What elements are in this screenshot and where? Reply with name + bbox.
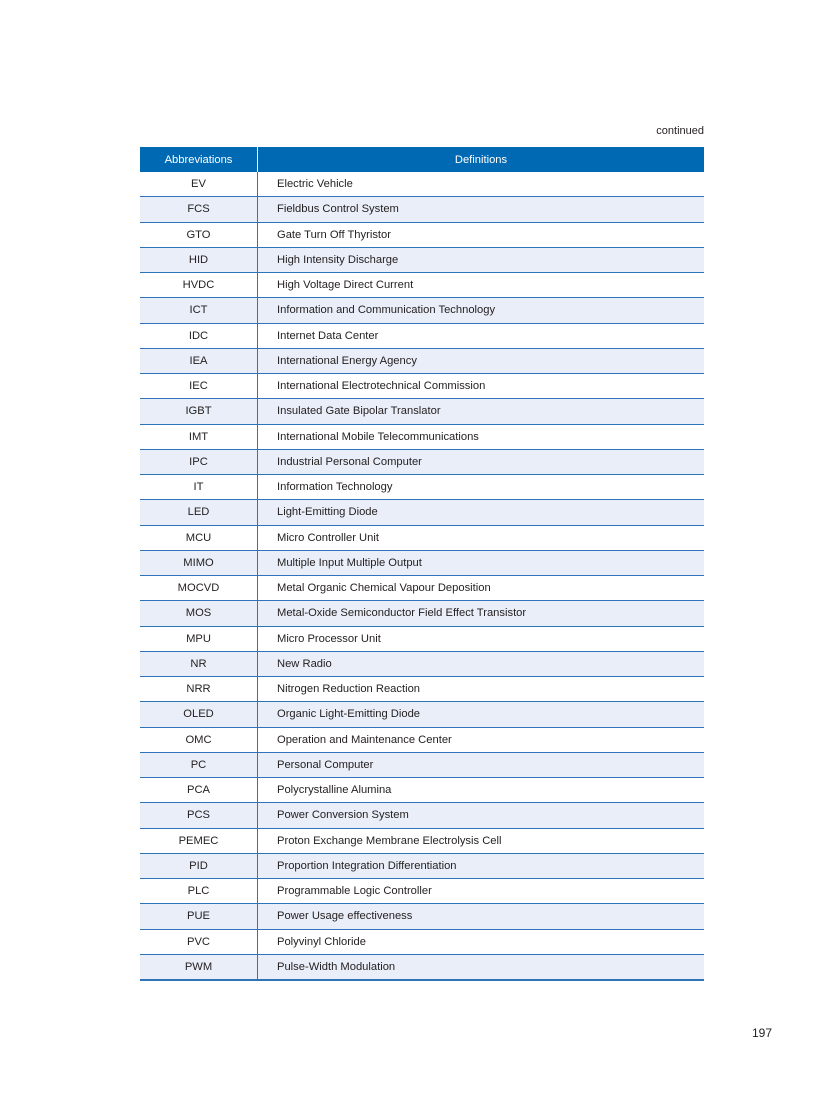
- abbreviation-cell: HID: [140, 247, 258, 272]
- definition-cell: Metal Organic Chemical Vapour Deposition: [258, 576, 705, 601]
- definition-cell: Organic Light-Emitting Diode: [258, 702, 705, 727]
- definition-cell: Power Conversion System: [258, 803, 705, 828]
- table-row: [140, 954, 704, 980]
- definition-cell: Electric Vehicle: [258, 172, 705, 197]
- definition-cell: High Intensity Discharge: [258, 247, 705, 272]
- table-row: [140, 424, 704, 449]
- table-row: [140, 677, 704, 702]
- definition-cell: Proton Exchange Membrane Electrolysis Cell: [258, 828, 705, 853]
- table-row: [140, 778, 704, 803]
- abbreviation-cell: PWM: [140, 954, 258, 980]
- definition-cell: International Energy Agency: [258, 348, 705, 373]
- table-row: [140, 550, 704, 575]
- header-definitions: Definitions: [258, 147, 705, 172]
- abbreviation-cell: GTO: [140, 222, 258, 247]
- table-row: [140, 626, 704, 651]
- header-abbreviations: Abbreviations: [140, 147, 258, 172]
- definition-cell: Multiple Input Multiple Output: [258, 550, 705, 575]
- abbreviation-cell: OLED: [140, 702, 258, 727]
- abbreviation-cell: EV: [140, 172, 258, 197]
- abbreviation-cell: IMT: [140, 424, 258, 449]
- abbreviation-cell: PEMEC: [140, 828, 258, 853]
- abbreviation-cell: IGBT: [140, 399, 258, 424]
- definition-cell: Personal Computer: [258, 752, 705, 777]
- definition-cell: Pulse-Width Modulation: [258, 954, 705, 980]
- abbreviations-table: [140, 147, 704, 981]
- table-row: [140, 727, 704, 752]
- table-row: [140, 500, 704, 525]
- abbreviation-cell: IDC: [140, 323, 258, 348]
- table-row: [140, 702, 704, 727]
- abbreviation-cell: IEC: [140, 374, 258, 399]
- abbreviation-cell: MOS: [140, 601, 258, 626]
- abbreviation-cell: PCS: [140, 803, 258, 828]
- table-row: [140, 172, 704, 197]
- table-row: [140, 197, 704, 222]
- table-row: [140, 475, 704, 500]
- abbreviation-cell: PID: [140, 853, 258, 878]
- abbreviation-cell: HVDC: [140, 273, 258, 298]
- abbreviation-cell: PC: [140, 752, 258, 777]
- definition-cell: Metal-Oxide Semiconductor Field Effect Transistor: [258, 601, 705, 626]
- abbreviation-cell: PVC: [140, 929, 258, 954]
- definition-cell: Micro Controller Unit: [258, 525, 705, 550]
- definition-cell: Proportion Integration Differentiation: [258, 853, 705, 878]
- definition-cell: Information and Communication Technology: [258, 298, 705, 323]
- definition-cell: International Mobile Telecommunications: [258, 424, 705, 449]
- definition-cell: Power Usage effectiveness: [258, 904, 705, 929]
- definition-cell: Micro Processor Unit: [258, 626, 705, 651]
- table-row: [140, 803, 704, 828]
- definition-cell: Programmable Logic Controller: [258, 879, 705, 904]
- table-row: [140, 576, 704, 601]
- table-row: [140, 374, 704, 399]
- definition-cell: Polycrystalline Alumina: [258, 778, 705, 803]
- definition-cell: International Electrotechnical Commission: [258, 374, 705, 399]
- definition-cell: Fieldbus Control System: [258, 197, 705, 222]
- table-header-row: [140, 147, 704, 172]
- table-row: [140, 222, 704, 247]
- definition-cell: Nitrogen Reduction Reaction: [258, 677, 705, 702]
- definition-cell: Industrial Personal Computer: [258, 449, 705, 474]
- table-row: [140, 601, 704, 626]
- abbreviation-cell: IEA: [140, 348, 258, 373]
- abbreviation-cell: IPC: [140, 449, 258, 474]
- table-row: [140, 752, 704, 777]
- abbreviation-cell: PCA: [140, 778, 258, 803]
- abbreviation-cell: PUE: [140, 904, 258, 929]
- definition-cell: Internet Data Center: [258, 323, 705, 348]
- definition-cell: New Radio: [258, 651, 705, 676]
- abbreviation-cell: MOCVD: [140, 576, 258, 601]
- table-row: [140, 828, 704, 853]
- abbreviation-cell: NR: [140, 651, 258, 676]
- table-row: [140, 323, 704, 348]
- abbreviation-cell: OMC: [140, 727, 258, 752]
- table-row: [140, 929, 704, 954]
- abbreviation-cell: MIMO: [140, 550, 258, 575]
- definition-cell: Information Technology: [258, 475, 705, 500]
- table-row: [140, 904, 704, 929]
- definition-cell: High Voltage Direct Current: [258, 273, 705, 298]
- table-row: [140, 879, 704, 904]
- abbreviation-cell: MPU: [140, 626, 258, 651]
- table-row: [140, 449, 704, 474]
- abbreviation-cell: ICT: [140, 298, 258, 323]
- page-number: 197: [751, 1026, 772, 1040]
- definition-cell: Light-Emitting Diode: [258, 500, 705, 525]
- abbreviation-cell: FCS: [140, 197, 258, 222]
- table-row: [140, 348, 704, 373]
- table-row: [140, 399, 704, 424]
- abbreviation-cell: MCU: [140, 525, 258, 550]
- definition-cell: Operation and Maintenance Center: [258, 727, 705, 752]
- abbreviation-cell: LED: [140, 500, 258, 525]
- table-row: [140, 525, 704, 550]
- abbreviation-cell: IT: [140, 475, 258, 500]
- abbreviation-cell: PLC: [140, 879, 258, 904]
- table-row: [140, 273, 704, 298]
- definition-cell: Gate Turn Off Thyristor: [258, 222, 705, 247]
- definition-cell: Insulated Gate Bipolar Translator: [258, 399, 705, 424]
- table-row: [140, 853, 704, 878]
- definition-cell: Polyvinyl Chloride: [258, 929, 705, 954]
- table-row: [140, 651, 704, 676]
- abbreviation-cell: NRR: [140, 677, 258, 702]
- continued-label: continued: [656, 125, 704, 137]
- table-row: [140, 247, 704, 272]
- table-row: [140, 298, 704, 323]
